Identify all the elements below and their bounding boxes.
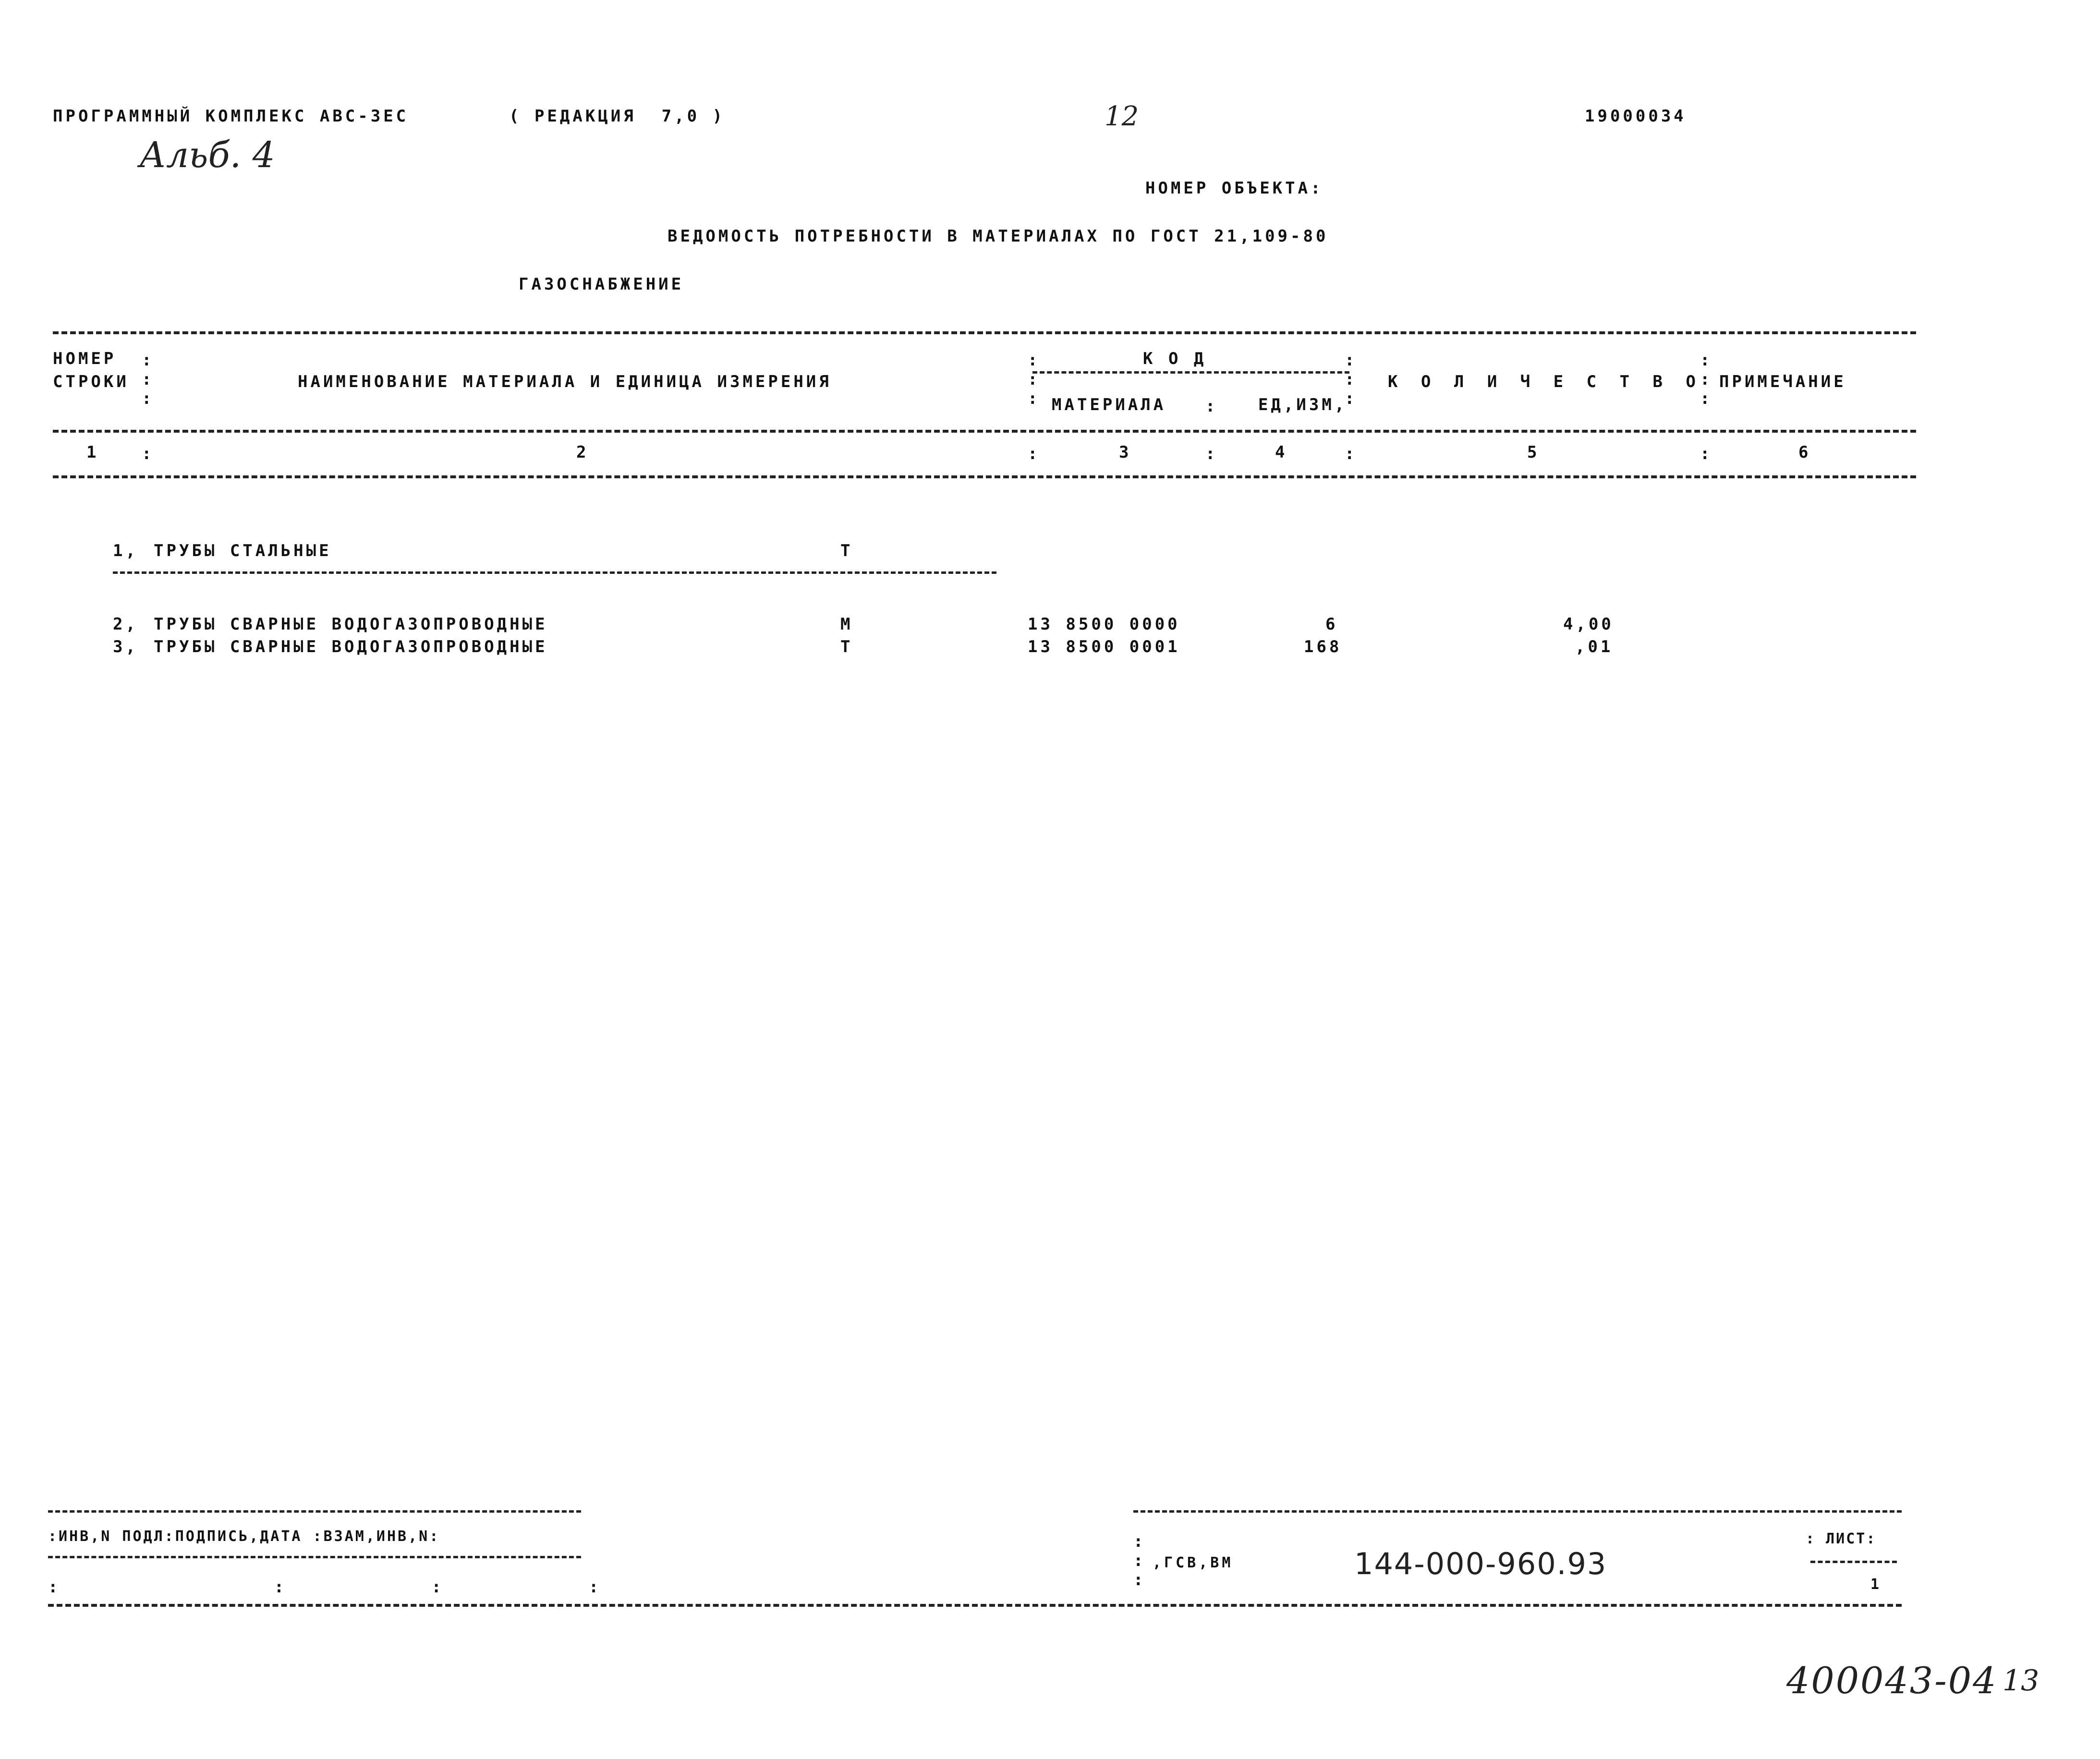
column-number-separator: :	[1700, 444, 1710, 463]
col1-header-line2: СТРОКИ	[53, 372, 129, 391]
column-number: 6	[1798, 443, 1811, 462]
header-separator: : : :	[1700, 351, 1710, 408]
column-number: 5	[1527, 443, 1540, 462]
row-unit-code: 6	[1325, 615, 1338, 634]
group-number: 1,	[113, 541, 138, 560]
footer-bottom-rule	[48, 1604, 1902, 1607]
row-number: 2,	[113, 615, 138, 634]
column-number: 4	[1275, 443, 1288, 462]
column-number: 3	[1119, 443, 1132, 462]
header-separator: :	[1205, 397, 1215, 416]
column-number-separator: :	[1205, 444, 1215, 463]
handwritten-stamp: 400043-04	[1786, 1659, 1998, 1702]
object-number-label: НОМЕР ОБЪЕКТА:	[1145, 179, 1323, 198]
footer-left-separators: : : : :	[48, 1577, 599, 1597]
page-title: ВЕДОМОСТЬ ПОТРЕБНОСТИ В МАТЕРИАЛАХ ПО ГОСТ 21,109-80	[668, 227, 1329, 246]
row-unit: Т	[840, 637, 853, 656]
footer-left-header: :ИНВ,N ПОДЛ:ПОДПИСЬ,ДАТА :ВЗАМ,ИНВ,N:	[48, 1528, 440, 1545]
header-separator: : : :	[1028, 351, 1038, 408]
footer-right-top-rule	[1133, 1510, 1902, 1513]
doc-prefix: ,ГСВ,ВМ	[1153, 1554, 1234, 1571]
header-separator: : : :	[142, 351, 152, 408]
header-separator: : : :	[1345, 351, 1355, 408]
row-unit: М	[840, 615, 853, 634]
row-name: ТРУБЫ СВАРНЫЕ ВОДОГАЗОПРОВОДНЫЕ	[154, 615, 548, 634]
edition-label: ( РЕДАКЦИЯ 7,0 )	[509, 107, 725, 126]
col4-header: ЕД,ИЗМ,	[1258, 395, 1347, 414]
column-number-rule	[53, 475, 1916, 478]
album-note: Альб. 4	[139, 134, 275, 176]
sheet-label: : ЛИСТ:	[1806, 1530, 1877, 1547]
group-rule	[113, 571, 996, 574]
footer-left-top-rule	[48, 1510, 581, 1513]
footer-right-left-separator: : : :	[1133, 1532, 1143, 1589]
document-code: 19000034	[1585, 107, 1687, 126]
row-quantity: ,01	[1575, 637, 1614, 656]
col5-header: К О Л И Ч Е С Т В О	[1388, 372, 1702, 391]
table-top-rule	[53, 331, 1916, 334]
row-quantity: 4,00	[1563, 615, 1614, 634]
row-name: ТРУБЫ СВАРНЫЕ ВОДОГАЗОПРОВОДНЫЕ	[154, 637, 548, 656]
column-number: 1	[86, 443, 99, 462]
code-group-rule	[1032, 371, 1349, 374]
row-code: 13 8500 0001	[1028, 637, 1180, 656]
page-number: 12	[1105, 101, 1139, 132]
sheet-number: 1	[1870, 1576, 1882, 1593]
header-bottom-rule	[53, 430, 1916, 433]
doc-number: 144-000-960.93	[1354, 1546, 1607, 1581]
group-name: ТРУБЫ СТАЛЬНЫЕ	[154, 541, 332, 560]
column-number-separator: :	[142, 444, 152, 463]
row-code: 13 8500 0000	[1028, 615, 1180, 634]
column-number-separator: :	[1345, 444, 1355, 463]
column-number-separator: :	[1028, 444, 1038, 463]
col6-header: ПРИМЕЧАНИЕ	[1719, 372, 1846, 391]
row-number: 3,	[113, 637, 138, 656]
code-group-header: К О Д	[1143, 349, 1207, 368]
col3-header: МАТЕРИАЛА	[1052, 395, 1166, 414]
col2-header: НАИМЕНОВАНИЕ МАТЕРИАЛА И ЕДИНИЦА ИЗМЕРЕНИЯ	[298, 372, 832, 391]
footer-left-mid-rule	[48, 1556, 581, 1558]
col1-header-line1: НОМЕР	[53, 349, 117, 368]
section-title: ГАЗОСНАБЖЕНИЕ	[519, 275, 684, 294]
column-number: 2	[576, 443, 589, 462]
handwritten-page: 13	[2003, 1664, 2039, 1698]
program-title: ПРОГРАММНЫЙ КОМПЛЕКС АВС-3ЕС	[53, 107, 409, 126]
sheet-rule	[1810, 1561, 1897, 1563]
group-unit: Т	[840, 541, 853, 560]
row-unit-code: 168	[1304, 637, 1342, 656]
